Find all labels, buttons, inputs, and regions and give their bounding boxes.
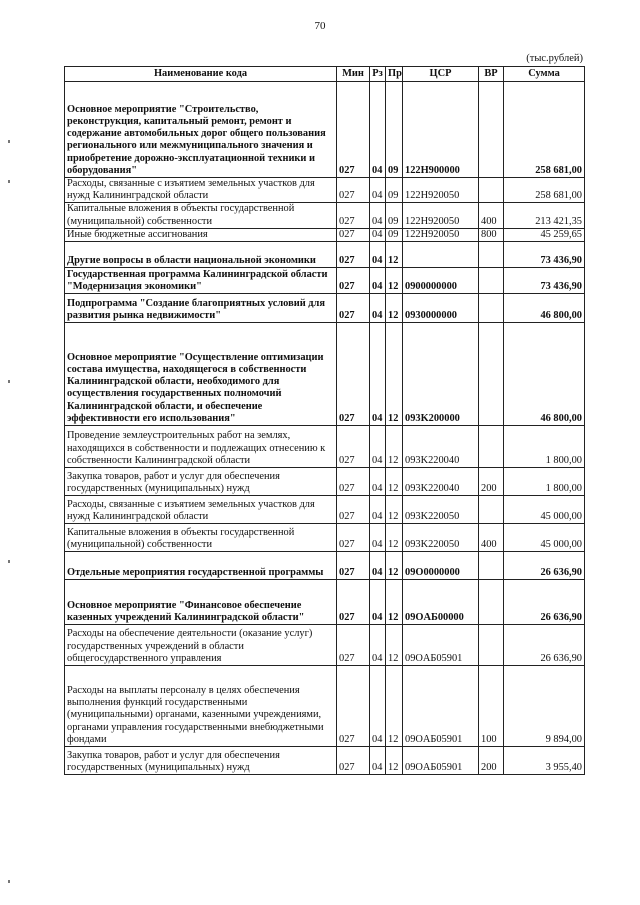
cell-name: Основное мероприятие "Строительство, реконструкция, капитальный ремонт, ремонт и содержание автомобильных дорог общего пользования регионального или межмуниципального значения и приобретение дорожно-эксплуатационной техники и оборудования" bbox=[65, 82, 337, 178]
cell-csr: 09OAБ00000 bbox=[403, 580, 479, 625]
table-header-row bbox=[65, 67, 585, 82]
cell-min: 027 bbox=[337, 747, 370, 775]
cell-name: Подпрограмма "Создание благоприятных условий для развития рынка недвижимости" bbox=[65, 294, 337, 323]
cell-name: Основное мероприятие "Осуществление оптимизации состава имущества, находящегося в собственности Калининградской области, необходимого для осуществления государственных полномочий Калининградской области, и обеспечение эффективности его использования" bbox=[65, 323, 337, 426]
cell-vr bbox=[479, 82, 504, 178]
cell-rz: 04 bbox=[370, 268, 386, 294]
cell-rz: 04 bbox=[370, 228, 386, 241]
cell-name: Капитальные вложения в объекты государственной (муниципальной) собственности bbox=[65, 524, 337, 552]
cell-sum: 26 636,90 bbox=[504, 552, 585, 580]
margin-mark bbox=[8, 880, 10, 883]
cell-min: 027 bbox=[337, 228, 370, 241]
cell-csr: 09O0000000 bbox=[403, 552, 479, 580]
table-row bbox=[65, 203, 585, 228]
cell-name: Другие вопросы в области национальной экономики bbox=[65, 242, 337, 268]
table-row bbox=[65, 82, 585, 178]
cell-sum: 45 000,00 bbox=[504, 524, 585, 552]
cell-rz: 04 bbox=[370, 82, 386, 178]
cell-vr: 100 bbox=[479, 666, 504, 747]
table-row bbox=[65, 625, 585, 666]
table-row bbox=[65, 666, 585, 747]
cell-sum: 1 800,00 bbox=[504, 426, 585, 468]
cell-csr: 093K200000 bbox=[403, 323, 479, 426]
cell-rz: 04 bbox=[370, 552, 386, 580]
cell-sum: 45 000,00 bbox=[504, 496, 585, 524]
cell-vr bbox=[479, 178, 504, 203]
cell-sum: 26 636,90 bbox=[504, 625, 585, 666]
cell-name: Закупка товаров, работ и услуг для обеспечения государственных (муниципальных) нужд bbox=[65, 468, 337, 496]
cell-pr: 12 bbox=[386, 496, 403, 524]
cell-pr: 12 bbox=[386, 666, 403, 747]
cell-vr bbox=[479, 242, 504, 268]
cell-vr bbox=[479, 496, 504, 524]
cell-csr: 122H920050 bbox=[403, 203, 479, 228]
cell-name: Расходы на выплаты персоналу в целях обеспечения выполнения функций государственными (муниципальными) органами, казенными учреждениями, органами управления государственными внебюджетными фондами bbox=[65, 666, 337, 747]
cell-pr: 12 bbox=[386, 524, 403, 552]
cell-min: 027 bbox=[337, 666, 370, 747]
cell-pr: 09 bbox=[386, 228, 403, 241]
cell-pr: 12 bbox=[386, 268, 403, 294]
cell-csr: 0900000000 bbox=[403, 268, 479, 294]
header-name: Наименование кода bbox=[65, 67, 337, 82]
header-min: Мин bbox=[337, 67, 370, 82]
cell-rz: 04 bbox=[370, 468, 386, 496]
margin-mark bbox=[8, 380, 10, 383]
cell-csr: 093K220050 bbox=[403, 496, 479, 524]
table-row bbox=[65, 524, 585, 552]
cell-min: 027 bbox=[337, 426, 370, 468]
header-pr: Пр bbox=[386, 67, 403, 82]
cell-csr: 09OAБ05901 bbox=[403, 666, 479, 747]
cell-csr: 122H920050 bbox=[403, 178, 479, 203]
margin-mark bbox=[8, 140, 10, 143]
cell-min: 027 bbox=[337, 294, 370, 323]
cell-sum: 26 636,90 bbox=[504, 580, 585, 625]
cell-csr: 0930000000 bbox=[403, 294, 479, 323]
page-number: 70 bbox=[314, 20, 326, 32]
cell-vr bbox=[479, 625, 504, 666]
cell-pr: 12 bbox=[386, 747, 403, 775]
cell-min: 027 bbox=[337, 323, 370, 426]
cell-sum: 9 894,00 bbox=[504, 666, 585, 747]
cell-name: Расходы, связанные с изъятием земельных участков для нужд Калининградской области bbox=[65, 178, 337, 203]
table-row bbox=[65, 294, 585, 323]
cell-csr bbox=[403, 242, 479, 268]
cell-rz: 04 bbox=[370, 666, 386, 747]
cell-min: 027 bbox=[337, 524, 370, 552]
cell-sum: 258 681,00 bbox=[504, 178, 585, 203]
cell-name: Основное мероприятие "Финансовое обеспечение казенных учреждений Калининградской области" bbox=[65, 580, 337, 625]
header-csr: ЦСР bbox=[403, 67, 479, 82]
cell-rz: 04 bbox=[370, 426, 386, 468]
cell-rz: 04 bbox=[370, 580, 386, 625]
cell-min: 027 bbox=[337, 552, 370, 580]
cell-name: Капитальные вложения в объекты государственной (муниципальной) собственности bbox=[65, 203, 337, 228]
table-row bbox=[65, 496, 585, 524]
cell-min: 027 bbox=[337, 268, 370, 294]
table-row bbox=[65, 178, 585, 203]
cell-name: Проведение землеустроительных работ на землях, находящихся в собственности и подлежащих отнесению к собственности Калининградской области bbox=[65, 426, 337, 468]
cell-sum: 3 955,40 bbox=[504, 747, 585, 775]
cell-pr: 12 bbox=[386, 625, 403, 666]
cell-vr: 800 bbox=[479, 228, 504, 241]
cell-rz: 04 bbox=[370, 747, 386, 775]
table-body bbox=[65, 82, 585, 775]
cell-pr: 12 bbox=[386, 468, 403, 496]
cell-name: Расходы, связанные с изъятием земельных участков для нужд Калининградской области bbox=[65, 496, 337, 524]
cell-name: Закупка товаров, работ и услуг для обеспечения государственных (муниципальных) нужд bbox=[65, 747, 337, 775]
cell-csr: 093K220050 bbox=[403, 524, 479, 552]
cell-rz: 04 bbox=[370, 524, 386, 552]
cell-vr bbox=[479, 552, 504, 580]
cell-vr bbox=[479, 426, 504, 468]
cell-min: 027 bbox=[337, 468, 370, 496]
cell-pr: 12 bbox=[386, 580, 403, 625]
cell-vr bbox=[479, 580, 504, 625]
cell-pr: 12 bbox=[386, 552, 403, 580]
cell-csr: 093K220040 bbox=[403, 468, 479, 496]
cell-pr: 09 bbox=[386, 203, 403, 228]
margin-mark bbox=[8, 180, 10, 183]
cell-min: 027 bbox=[337, 625, 370, 666]
header-rz: Рз bbox=[370, 67, 386, 82]
cell-min: 027 bbox=[337, 580, 370, 625]
cell-min: 027 bbox=[337, 82, 370, 178]
table-row bbox=[65, 552, 585, 580]
table-row bbox=[65, 468, 585, 496]
table-row bbox=[65, 268, 585, 294]
table-row bbox=[65, 323, 585, 426]
cell-vr bbox=[479, 294, 504, 323]
cell-csr: 09OAБ05901 bbox=[403, 747, 479, 775]
cell-sum: 45 259,65 bbox=[504, 228, 585, 241]
cell-pr: 12 bbox=[386, 242, 403, 268]
header-vr: ВР bbox=[479, 67, 504, 82]
cell-vr: 400 bbox=[479, 524, 504, 552]
table-row bbox=[65, 242, 585, 268]
cell-vr bbox=[479, 268, 504, 294]
cell-rz: 04 bbox=[370, 323, 386, 426]
cell-vr: 200 bbox=[479, 747, 504, 775]
table-row bbox=[65, 580, 585, 625]
cell-name: Государственная программа Калининградской области "Модернизация экономики" bbox=[65, 268, 337, 294]
cell-pr: 12 bbox=[386, 323, 403, 426]
cell-rz: 04 bbox=[370, 496, 386, 524]
cell-csr: 093K220040 bbox=[403, 426, 479, 468]
cell-min: 027 bbox=[337, 203, 370, 228]
header-sum: Сумма bbox=[504, 67, 585, 82]
cell-vr: 200 bbox=[479, 468, 504, 496]
cell-sum: 73 436,90 bbox=[504, 268, 585, 294]
cell-rz: 04 bbox=[370, 203, 386, 228]
cell-pr: 09 bbox=[386, 178, 403, 203]
cell-name: Иные бюджетные ассигнования bbox=[65, 228, 337, 241]
cell-min: 027 bbox=[337, 496, 370, 524]
margin-mark bbox=[8, 560, 10, 563]
cell-csr: 09OAБ05901 bbox=[403, 625, 479, 666]
cell-csr: 122H900000 bbox=[403, 82, 479, 178]
cell-min: 027 bbox=[337, 242, 370, 268]
cell-sum: 46 800,00 bbox=[504, 294, 585, 323]
cell-sum: 73 436,90 bbox=[504, 242, 585, 268]
cell-sum: 1 800,00 bbox=[504, 468, 585, 496]
cell-name: Расходы на обеспечение деятельности (оказание услуг) государственных учреждений в области общегосударственного управления bbox=[65, 625, 337, 666]
cell-rz: 04 bbox=[370, 242, 386, 268]
cell-sum: 46 800,00 bbox=[504, 323, 585, 426]
cell-csr: 122H920050 bbox=[403, 228, 479, 241]
cell-rz: 04 bbox=[370, 294, 386, 323]
table-row bbox=[65, 747, 585, 775]
cell-pr: 12 bbox=[386, 426, 403, 468]
cell-min: 027 bbox=[337, 178, 370, 203]
budget-table bbox=[64, 66, 585, 775]
cell-sum: 213 421,35 bbox=[504, 203, 585, 228]
cell-vr: 400 bbox=[479, 203, 504, 228]
cell-name: Отдельные мероприятия государственной программы bbox=[65, 552, 337, 580]
cell-pr: 09 bbox=[386, 82, 403, 178]
cell-pr: 12 bbox=[386, 294, 403, 323]
table-row bbox=[65, 228, 585, 241]
cell-rz: 04 bbox=[370, 625, 386, 666]
table-row bbox=[65, 426, 585, 468]
cell-rz: 04 bbox=[370, 178, 386, 203]
cell-sum: 258 681,00 bbox=[504, 82, 585, 178]
unit-note: (тыс.рублей) bbox=[526, 53, 583, 64]
cell-vr bbox=[479, 323, 504, 426]
